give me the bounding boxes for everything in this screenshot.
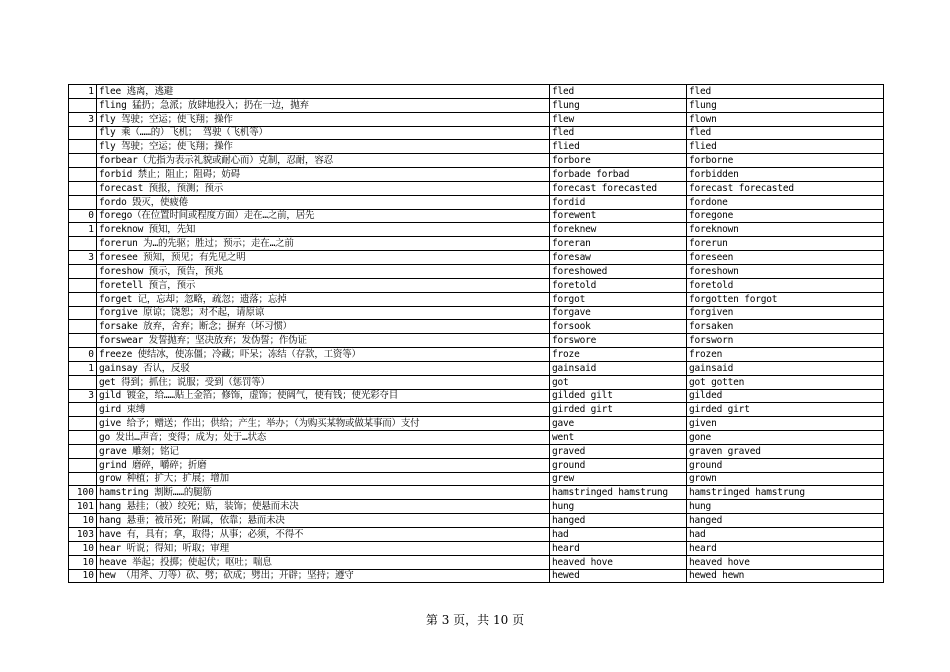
- past-participle-cell: foretold: [687, 278, 884, 292]
- past-participle-cell: frozen: [687, 348, 884, 362]
- word-cell: grave 雕刻；铭记: [97, 444, 550, 458]
- past-participle-cell: forgotten forgot: [687, 292, 884, 306]
- table-row: [69, 320, 884, 334]
- table-row: [69, 112, 884, 126]
- word-cell: grind 磨碎，嚼碎；折磨: [97, 458, 550, 472]
- past-tense-cell: fordid: [550, 195, 687, 209]
- past-tense-cell: had: [550, 528, 687, 542]
- past-participle-cell: forgiven: [687, 306, 884, 320]
- past-tense-cell: forbore: [550, 154, 687, 168]
- row-number-cell: [69, 126, 97, 140]
- word-cell: forecast 预报，预测；预示: [97, 181, 550, 195]
- word-cell: hear 听说；得知；听取；审理: [97, 541, 550, 555]
- table-row: [69, 472, 884, 486]
- table-row: [69, 140, 884, 154]
- past-tense-cell: gave: [550, 417, 687, 431]
- table-row: [69, 514, 884, 528]
- past-participle-cell: forbidden: [687, 168, 884, 182]
- past-participle-cell: forerun: [687, 237, 884, 251]
- past-participle-cell: hung: [687, 500, 884, 514]
- table-row: [69, 278, 884, 292]
- row-number-cell: 0: [69, 348, 97, 362]
- word-cell: forbear（尤指为表示礼貌或耐心而）克制，忍耐，容忍: [97, 154, 550, 168]
- row-number-cell: [69, 168, 97, 182]
- word-cell: give 给予；赠送；作出；供给；产生；举办；（为购买某物或做某事而）支付: [97, 417, 550, 431]
- past-participle-cell: ground: [687, 458, 884, 472]
- row-number-cell: [69, 154, 97, 168]
- table-row: [69, 251, 884, 265]
- past-participle-cell: hamstringed hamstrung: [687, 486, 884, 500]
- table-row: [69, 500, 884, 514]
- word-cell: forget 记，忘却；忽略，疏忽；遗落；忘掉: [97, 292, 550, 306]
- past-participle-cell: forecast forecasted: [687, 181, 884, 195]
- word-cell: foresee 预知，预见；有先见之明: [97, 251, 550, 265]
- past-tense-cell: hanged: [550, 514, 687, 528]
- row-number-cell: [69, 458, 97, 472]
- past-participle-cell: hanged: [687, 514, 884, 528]
- table-row: [69, 348, 884, 362]
- past-participle-cell: flied: [687, 140, 884, 154]
- row-number-cell: [69, 237, 97, 251]
- word-cell: freeze 使结冰，使冻僵；冷藏；吓呆；冻结（存款，工资等）: [97, 348, 550, 362]
- past-participle-cell: hewed hewn: [687, 569, 884, 583]
- row-number-cell: [69, 140, 97, 154]
- past-participle-cell: gone: [687, 431, 884, 445]
- table-row: [69, 126, 884, 140]
- row-number-cell: [69, 403, 97, 417]
- word-cell: fordo 毁灭，使疲倦: [97, 195, 550, 209]
- row-number-cell: [69, 264, 97, 278]
- word-cell: forego（在位置时间或程度方面）走在…之前，居先: [97, 209, 550, 223]
- word-cell: forerun 为…的先驱；胜过；预示；走在…之前: [97, 237, 550, 251]
- table-row: [69, 154, 884, 168]
- past-tense-cell: forbade forbad: [550, 168, 687, 182]
- past-participle-cell: flung: [687, 98, 884, 112]
- row-number-cell: 10: [69, 541, 97, 555]
- past-tense-cell: hewed: [550, 569, 687, 583]
- word-cell: get 得到；抓住；说服；受到（惩罚等）: [97, 375, 550, 389]
- past-tense-cell: fled: [550, 126, 687, 140]
- past-participle-cell: forsworn: [687, 334, 884, 348]
- page-footer: 第 3 页，共 10 页: [425, 613, 525, 627]
- past-tense-cell: forsook: [550, 320, 687, 334]
- word-cell: foreknow 预知，先知: [97, 223, 550, 237]
- table-row: [69, 223, 884, 237]
- row-number-cell: [69, 320, 97, 334]
- past-tense-cell: heaved hove: [550, 555, 687, 569]
- past-participle-cell: foreknown: [687, 223, 884, 237]
- row-number-cell: [69, 444, 97, 458]
- word-cell: go 发出…声音；变得；成为；处于…状态: [97, 431, 550, 445]
- row-number-cell: 10: [69, 569, 97, 583]
- row-number-cell: [69, 472, 97, 486]
- table-row: [69, 417, 884, 431]
- past-participle-cell: had: [687, 528, 884, 542]
- word-cell: hang 悬垂；被吊死；附属，依靠；悬而未决: [97, 514, 550, 528]
- past-participle-cell: heaved hove: [687, 555, 884, 569]
- past-participle-cell: flown: [687, 112, 884, 126]
- table-row: [69, 555, 884, 569]
- row-number-cell: [69, 278, 97, 292]
- past-participle-cell: foreseen: [687, 251, 884, 265]
- past-tense-cell: forgot: [550, 292, 687, 306]
- past-tense-cell: graved: [550, 444, 687, 458]
- row-number-cell: [69, 431, 97, 445]
- table-row: [69, 292, 884, 306]
- row-number-cell: [69, 306, 97, 320]
- word-cell: flee 逃离，逃避: [97, 85, 550, 99]
- past-tense-cell: grew: [550, 472, 687, 486]
- past-tense-cell: forecast forecasted: [550, 181, 687, 195]
- row-number-cell: [69, 292, 97, 306]
- row-number-cell: 10: [69, 555, 97, 569]
- past-participle-cell: heard: [687, 541, 884, 555]
- row-number-cell: [69, 181, 97, 195]
- word-cell: fly 乘（……的）飞机； 驾驶（飞机等）: [97, 126, 550, 140]
- word-cell: gainsay 否认，反驳: [97, 361, 550, 375]
- past-participle-cell: given: [687, 417, 884, 431]
- past-participle-cell: graven graved: [687, 444, 884, 458]
- table-row: [69, 237, 884, 251]
- word-cell: gild 镀金，给……贴上金箔；修饰，虚饰；使阔气，使有钱；使光彩夺目: [97, 389, 550, 403]
- word-cell: hew （用斧、刀等）砍、劈；砍成；劈出；开辟；坚持；遵守: [97, 569, 550, 583]
- row-number-cell: [69, 417, 97, 431]
- past-tense-cell: forgave: [550, 306, 687, 320]
- row-number-cell: 100: [69, 486, 97, 500]
- word-cell: hamstring 割断……的腿筋: [97, 486, 550, 500]
- past-tense-cell: went: [550, 431, 687, 445]
- word-cell: forsake 放弃，舍弃；断念；摒弃（坏习惯）: [97, 320, 550, 334]
- row-number-cell: 3: [69, 389, 97, 403]
- past-tense-cell: ground: [550, 458, 687, 472]
- table-row: [69, 181, 884, 195]
- past-participle-cell: foreshown: [687, 264, 884, 278]
- past-tense-cell: heard: [550, 541, 687, 555]
- past-tense-cell: forewent: [550, 209, 687, 223]
- past-tense-cell: forswore: [550, 334, 687, 348]
- word-cell: fling 猛扔；急派；放肆地投入；扔在一边，抛弃: [97, 98, 550, 112]
- table-row: [69, 431, 884, 445]
- table-row: [69, 389, 884, 403]
- past-participle-cell: forborne: [687, 154, 884, 168]
- past-tense-cell: got: [550, 375, 687, 389]
- past-tense-cell: foresaw: [550, 251, 687, 265]
- word-cell: foreshow 预示，预告，预兆: [97, 264, 550, 278]
- past-tense-cell: foreknew: [550, 223, 687, 237]
- table-row: [69, 168, 884, 182]
- past-tense-cell: girded girt: [550, 403, 687, 417]
- past-tense-cell: hung: [550, 500, 687, 514]
- row-number-cell: 1: [69, 223, 97, 237]
- word-cell: grow 种植；扩大；扩展；增加: [97, 472, 550, 486]
- past-participle-cell: gainsaid: [687, 361, 884, 375]
- past-participle-cell: fled: [687, 126, 884, 140]
- word-cell: forgive 原谅；饶恕；对不起，请原谅: [97, 306, 550, 320]
- row-number-cell: [69, 334, 97, 348]
- past-participle-cell: got gotten: [687, 375, 884, 389]
- word-cell: forswear 发誓抛弃；坚决放弃；发伪誓；作伪证: [97, 334, 550, 348]
- row-number-cell: 101: [69, 500, 97, 514]
- table-row: [69, 209, 884, 223]
- row-number-cell: 3: [69, 112, 97, 126]
- table-row: [69, 569, 884, 583]
- table-row: [69, 403, 884, 417]
- table-row: [69, 306, 884, 320]
- past-tense-cell: fled: [550, 85, 687, 99]
- table-row: [69, 85, 884, 99]
- past-tense-cell: foreran: [550, 237, 687, 251]
- past-participle-cell: foregone: [687, 209, 884, 223]
- row-number-cell: 103: [69, 528, 97, 542]
- row-number-cell: [69, 98, 97, 112]
- past-tense-cell: hamstringed hamstrung: [550, 486, 687, 500]
- word-cell: foretell 预言，预示: [97, 278, 550, 292]
- row-number-cell: 3: [69, 251, 97, 265]
- verb-table-body: [69, 85, 884, 583]
- table-row: [69, 98, 884, 112]
- table-row: [69, 264, 884, 278]
- row-number-cell: 10: [69, 514, 97, 528]
- past-tense-cell: foretold: [550, 278, 687, 292]
- table-row: [69, 458, 884, 472]
- past-tense-cell: foreshowed: [550, 264, 687, 278]
- verb-table: [68, 84, 884, 583]
- past-tense-cell: gilded gilt: [550, 389, 687, 403]
- past-tense-cell: flung: [550, 98, 687, 112]
- past-tense-cell: gainsaid: [550, 361, 687, 375]
- past-participle-cell: fled: [687, 85, 884, 99]
- word-cell: fly 驾驶；空运；使飞翔；操作: [97, 140, 550, 154]
- table-row: [69, 541, 884, 555]
- past-participle-cell: gilded: [687, 389, 884, 403]
- row-number-cell: [69, 195, 97, 209]
- row-number-cell: 1: [69, 85, 97, 99]
- table-row: [69, 528, 884, 542]
- past-tense-cell: froze: [550, 348, 687, 362]
- word-cell: fly 驾驶；空运；使飞翔；操作: [97, 112, 550, 126]
- row-number-cell: 0: [69, 209, 97, 223]
- table-row: [69, 375, 884, 389]
- word-cell: have 有，具有；拿，取得；从事；必须，不得不: [97, 528, 550, 542]
- table-row: [69, 486, 884, 500]
- past-participle-cell: girded girt: [687, 403, 884, 417]
- table-row: [69, 195, 884, 209]
- word-cell: forbid 禁止；阻止；阻碍；妨碍: [97, 168, 550, 182]
- past-participle-cell: fordone: [687, 195, 884, 209]
- table-row: [69, 361, 884, 375]
- word-cell: heave 举起；投掷；使起伏；呕吐；喘息: [97, 555, 550, 569]
- row-number-cell: 1: [69, 361, 97, 375]
- past-tense-cell: flied: [550, 140, 687, 154]
- row-number-cell: [69, 375, 97, 389]
- table-row: [69, 444, 884, 458]
- past-participle-cell: forsaken: [687, 320, 884, 334]
- word-cell: gird 束缚: [97, 403, 550, 417]
- word-cell: hang 悬挂；（被）绞死；贴，装饰；使悬而未决: [97, 500, 550, 514]
- table-row: [69, 334, 884, 348]
- past-participle-cell: grown: [687, 472, 884, 486]
- past-tense-cell: flew: [550, 112, 687, 126]
